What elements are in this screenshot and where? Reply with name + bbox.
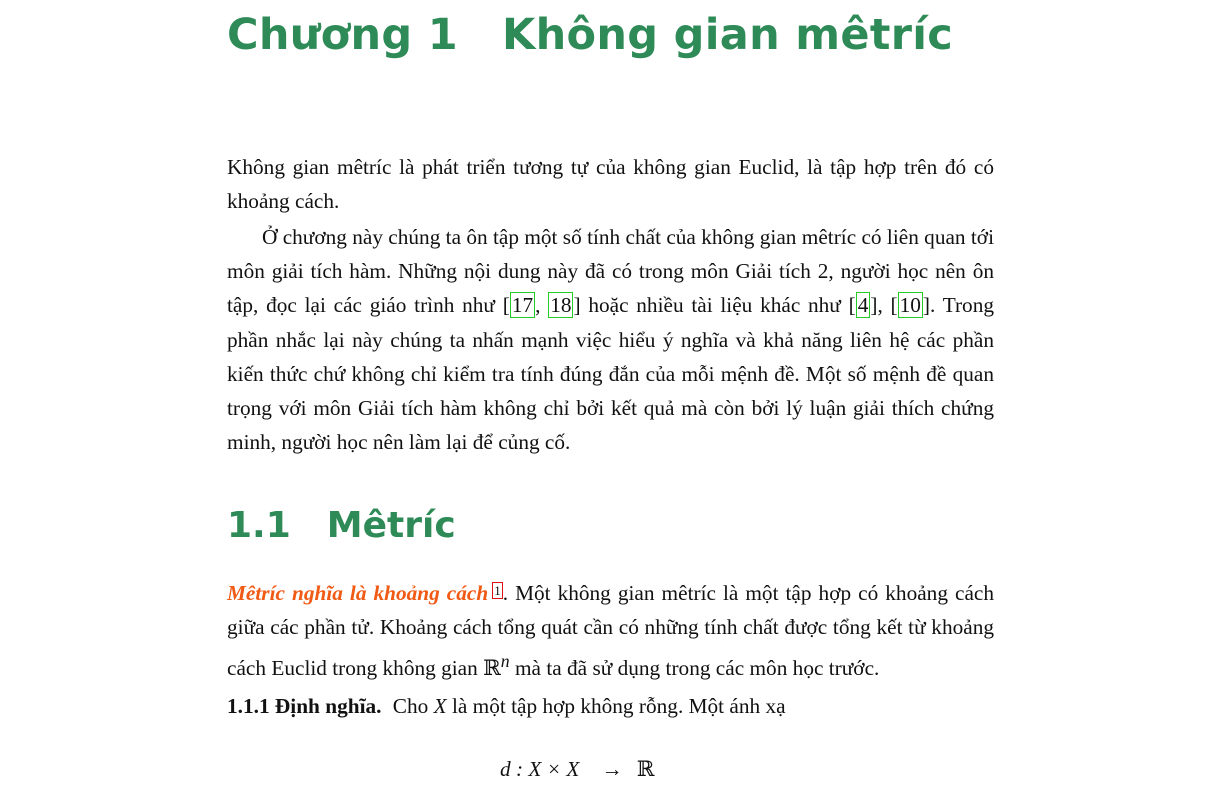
citation-link[interactable]: 4	[857, 293, 869, 318]
highlighted-term: Mêtríc nghĩa là khoảng cách	[227, 581, 489, 605]
footnote-link[interactable]: 1	[494, 583, 501, 598]
chapter-number: Chương 1	[227, 10, 459, 60]
chapter-name: Không gian mêtríc	[502, 10, 954, 60]
citation-link[interactable]: 10	[899, 293, 921, 318]
citation-link[interactable]: 18	[550, 293, 572, 318]
definition-label: 1.1.1 Định nghĩa.	[227, 694, 382, 718]
exponent: n	[500, 651, 510, 672]
definition: 1.1.1 Định nghĩa. Cho X là một tập hợp không rỗng. Một ánh xạ	[227, 694, 786, 718]
chapter-title	[227, 10, 953, 60]
math-variable: X	[433, 694, 447, 718]
section-number: 1.1	[227, 505, 291, 546]
intro-paragraph-1: Không gian mêtríc là phát triển tương tự của không gian Euclid, là tập hợp trên đó có khoảng cách.	[227, 155, 994, 214]
formula-rhs: ℝ	[636, 757, 655, 781]
section-title	[227, 505, 456, 546]
section-paragraph: Mêtríc nghĩa là khoảng cách $^1$. Một không gian mêtríc là một tập hợp có khoảng cách giữa các phần tử. Khoảng cách tổng quát cần có những tính chất được tổng kết từ khoảng cách Euclid trong không gian ℝ$^n$ mà ta đã sử dụng trong các môn học trước.	[227, 581, 994, 681]
display-formula	[500, 757, 654, 782]
citation-link[interactable]: 17	[511, 293, 534, 318]
real-space-symbol: ℝ	[483, 656, 501, 681]
arrow-icon: →	[601, 757, 623, 781]
section-name: Mêtríc	[326, 505, 456, 546]
formula-lhs: d : X × X	[500, 757, 580, 781]
intro-paragraph-2: Ở chương này chúng ta ôn tập một số tính chất của không gian mêtríc có liên quan tới môn giải tích hàm. Những nội dung này đã có trong môn Giải tích 2, người học nên ôn tập, đọc lại các giáo trình như [17, 18] hoặc nhiều tài liệu khác như [4], [10]. Trong phần nhắc lại này chúng ta nhấn mạnh việc hiểu ý nghĩa và khả năng liên hệ các phần kiến thức chứ không chỉ kiểm tra tính đúng đắn của mỗi mệnh đề. Một số mệnh đề quan trọng với môn Giải tích hàm không chỉ bởi kết quả mà còn bởi lý luận giải thích chứng minh, người học nên làm lại để củng cố.	[227, 225, 995, 455]
